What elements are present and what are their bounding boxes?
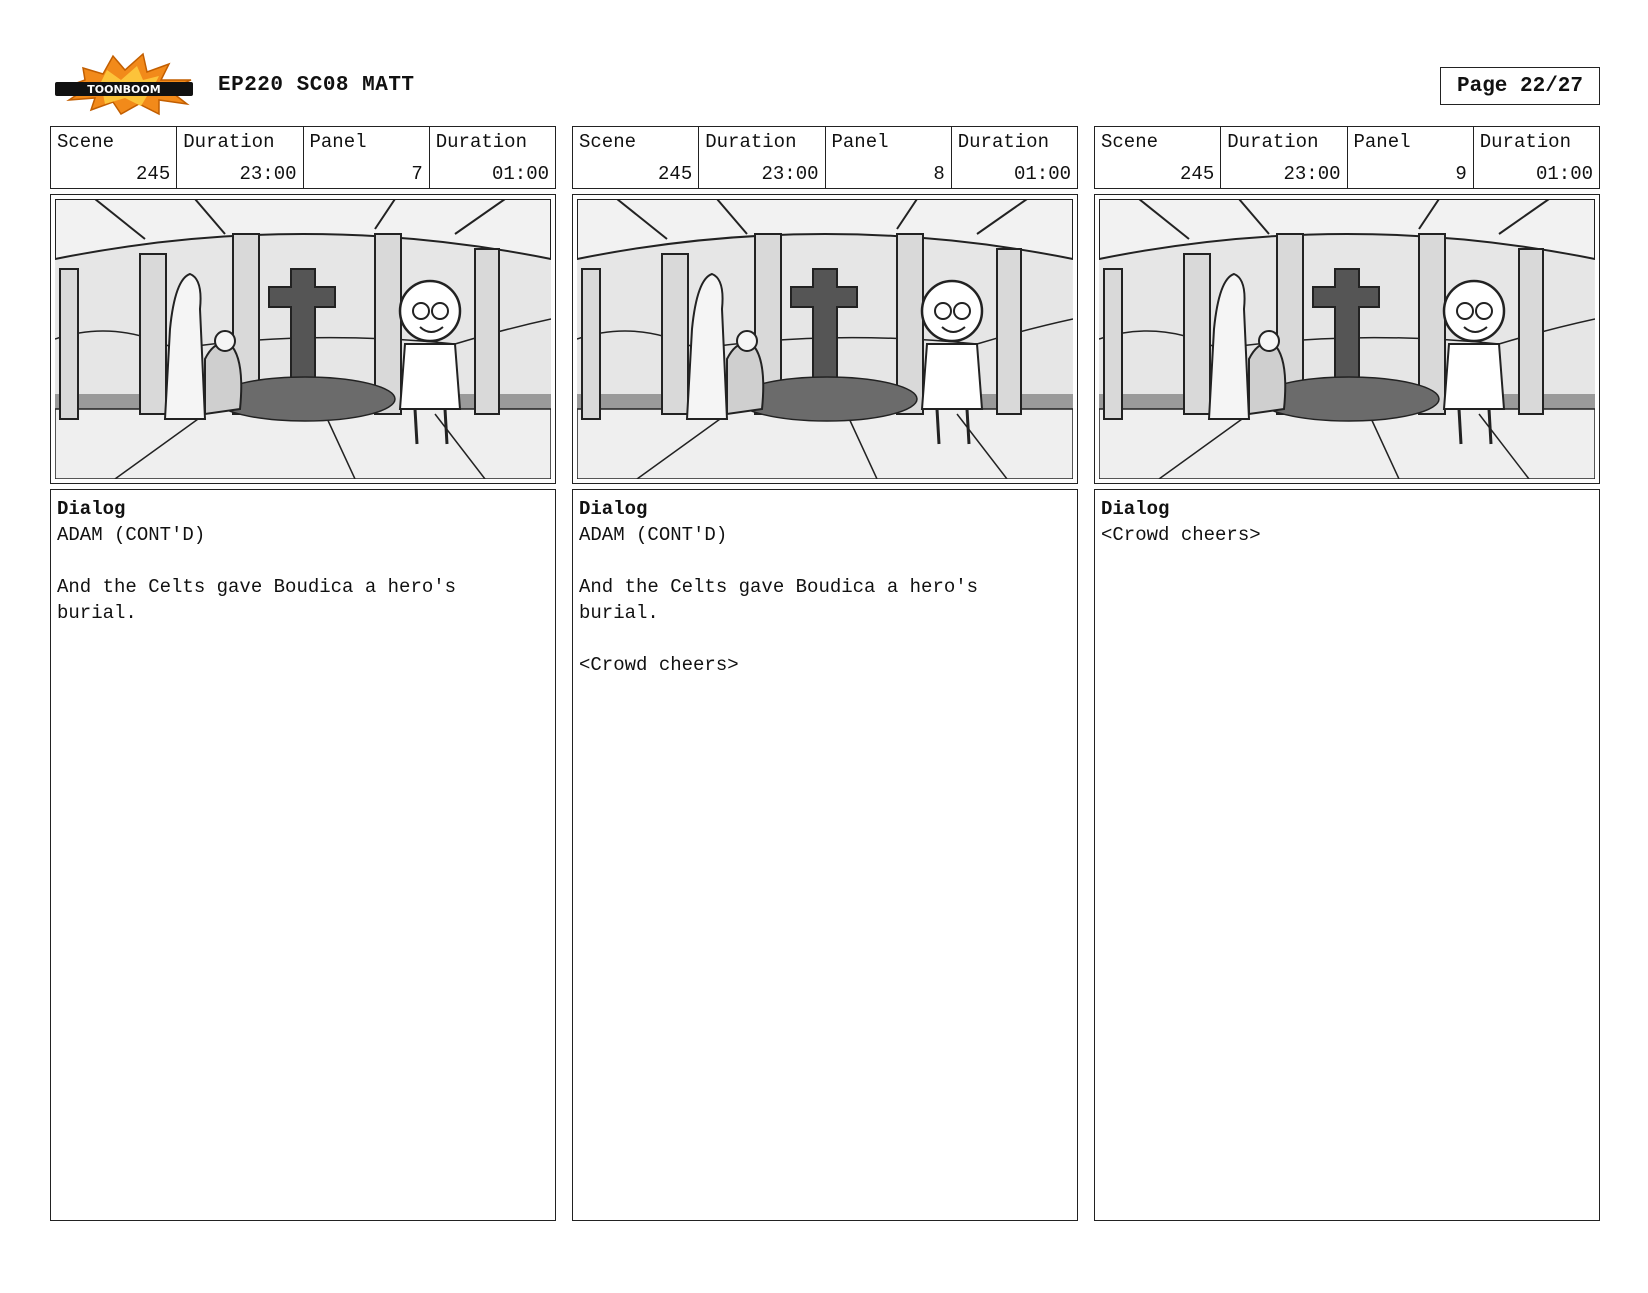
scene-cell [573, 127, 699, 188]
panel-cell [826, 127, 952, 188]
scene-label: Scene [579, 131, 637, 153]
scene-cell [1095, 127, 1221, 188]
page-title: EP220 SC08 MATT [218, 74, 415, 97]
dialog-line: <Crowd cheers> [1101, 524, 1261, 546]
dialog-line [57, 548, 549, 574]
duration-label: Duration [435, 131, 527, 153]
scene-value: 245 [136, 163, 171, 185]
panel-duration-cell [952, 127, 1077, 188]
dialog-line [579, 626, 1071, 652]
storyboard-sketch-image [572, 194, 1078, 484]
logo-text: TOONBOOM [87, 83, 161, 96]
scene-duration-value: 23:00 [761, 163, 819, 185]
dialog-label: Dialog [579, 498, 648, 520]
scene-cell [51, 127, 177, 188]
storyboard-sketch-image [1094, 194, 1600, 484]
storyboard-sketch-image [50, 194, 556, 484]
scene-duration-value: 23:00 [239, 163, 297, 185]
dialog-line: ADAM (CONT'D) [579, 524, 728, 546]
dialog-line: And the Celts gave Boudica a hero's [57, 576, 457, 598]
scene-value: 245 [1180, 163, 1215, 185]
panel-label: Panel [1353, 131, 1411, 153]
duration-label: Duration [183, 131, 275, 153]
duration-label: Duration [705, 131, 797, 153]
scene-duration-cell [699, 127, 825, 188]
panel-cell [304, 127, 430, 188]
storyboard-sketch-icon [55, 199, 551, 479]
dialog-line: And the Celts gave Boudica a hero's [579, 576, 979, 598]
scene-label: Scene [57, 131, 115, 153]
storyboard-sketch-icon [1099, 199, 1595, 479]
panel-info-bar [50, 126, 556, 189]
toonboom-logo [55, 50, 197, 116]
dialog-box [50, 489, 556, 1221]
panel-label: Panel [831, 131, 889, 153]
dialog-line: burial. [579, 602, 659, 624]
dialog-line [579, 548, 1071, 574]
panel-cell [1348, 127, 1474, 188]
scene-duration-value: 23:00 [1283, 163, 1341, 185]
panel-duration-cell [430, 127, 555, 188]
dialog-box [1094, 489, 1600, 1221]
storyboard-sketch-icon [577, 199, 1073, 479]
panel-label: Panel [309, 131, 367, 153]
page-number: Page 22/27 [1440, 67, 1600, 105]
scene-value: 245 [658, 163, 693, 185]
scene-duration-cell [177, 127, 303, 188]
panel-value: 7 [411, 163, 423, 185]
panel-info-bar [1094, 126, 1600, 189]
panel-duration-value: 01:00 [491, 163, 549, 185]
duration-label: Duration [1479, 131, 1571, 153]
dialog-line: ADAM (CONT'D) [57, 524, 206, 546]
panel-info-bar [572, 126, 1078, 189]
panel-duration-cell [1474, 127, 1599, 188]
dialog-label: Dialog [57, 498, 126, 520]
dialog-label: Dialog [1101, 498, 1170, 520]
duration-label: Duration [1227, 131, 1319, 153]
panel-value: 8 [933, 163, 945, 185]
panel-value: 9 [1455, 163, 1467, 185]
duration-label: Duration [957, 131, 1049, 153]
dialog-line: <Crowd cheers> [579, 654, 739, 676]
panel-duration-value: 01:00 [1535, 163, 1593, 185]
scene-label: Scene [1101, 131, 1159, 153]
dialog-box [572, 489, 1078, 1221]
scene-duration-cell [1221, 127, 1347, 188]
dialog-line: burial. [57, 602, 137, 624]
panel-duration-value: 01:00 [1013, 163, 1071, 185]
